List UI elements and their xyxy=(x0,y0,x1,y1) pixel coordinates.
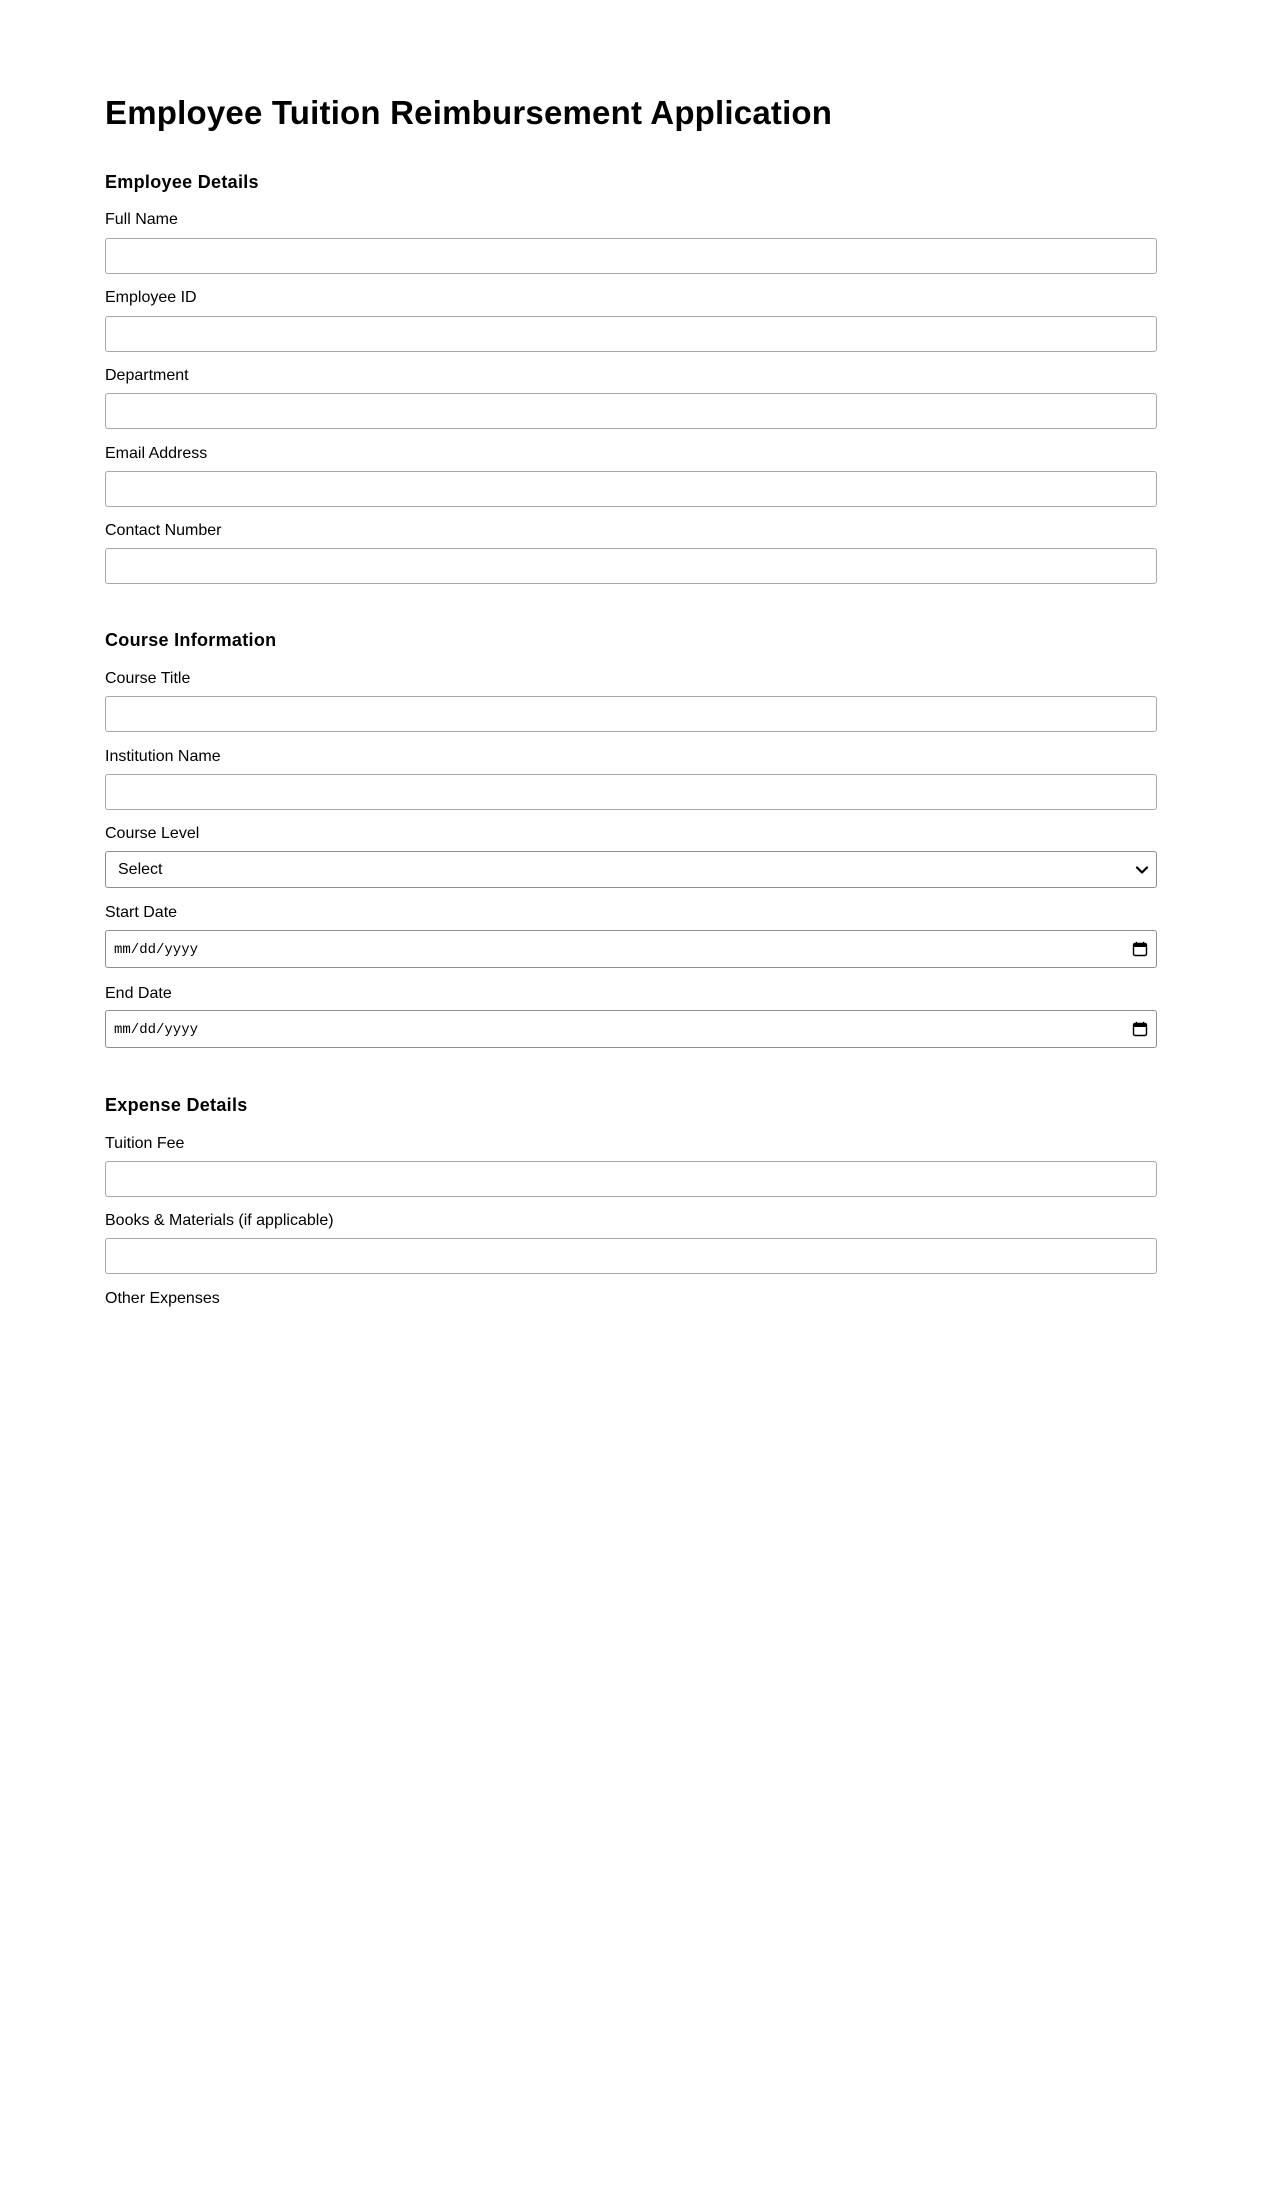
chevron-down-icon xyxy=(1132,860,1152,880)
start-date-label: Start Date xyxy=(105,904,178,921)
institution-name-input[interactable] xyxy=(105,774,1157,810)
department-label: Department xyxy=(105,367,189,384)
institution-name-label: Institution Name xyxy=(105,748,221,765)
employee-id-input[interactable] xyxy=(105,316,1157,352)
start-date-input[interactable] xyxy=(105,930,1157,968)
tuition-fee-input[interactable] xyxy=(105,1161,1157,1197)
start-date-placeholder: mm/dd/yyyy xyxy=(114,942,199,958)
form-container xyxy=(105,0,1157,1307)
course-title-input[interactable] xyxy=(105,696,1157,732)
section-heading-employee-details: Employee Details xyxy=(105,172,259,192)
course-title-label: Course Title xyxy=(105,670,191,687)
page-title: Employee Tuition Reimbursement Application xyxy=(105,94,833,131)
contact-number-label: Contact Number xyxy=(105,522,222,539)
tuition-fee-label: Tuition Fee xyxy=(105,1135,185,1152)
contact-number-input[interactable] xyxy=(105,548,1157,584)
calendar-icon[interactable] xyxy=(1132,1021,1148,1037)
email-address-input[interactable] xyxy=(105,471,1157,507)
section-heading-expense-details: Expense Details xyxy=(105,1095,248,1115)
books-materials-input[interactable] xyxy=(105,1238,1157,1274)
calendar-icon[interactable] xyxy=(1132,941,1148,957)
books-materials-label: Books & Materials (if applicable) xyxy=(105,1212,334,1229)
course-level-selected-value: Select xyxy=(118,861,163,878)
full-name-label: Full Name xyxy=(105,211,178,228)
other-expenses-label: Other Expenses xyxy=(105,1290,220,1307)
end-date-label: End Date xyxy=(105,985,172,1002)
end-date-placeholder: mm/dd/yyyy xyxy=(114,1022,199,1038)
course-level-label: Course Level xyxy=(105,825,200,842)
department-input[interactable] xyxy=(105,393,1157,429)
course-level-select[interactable] xyxy=(105,851,1157,888)
section-heading-course-information: Course Information xyxy=(105,630,277,650)
email-address-label: Email Address xyxy=(105,445,208,462)
end-date-input[interactable] xyxy=(105,1010,1157,1048)
full-name-input[interactable] xyxy=(105,238,1157,274)
employee-id-label: Employee ID xyxy=(105,289,197,306)
